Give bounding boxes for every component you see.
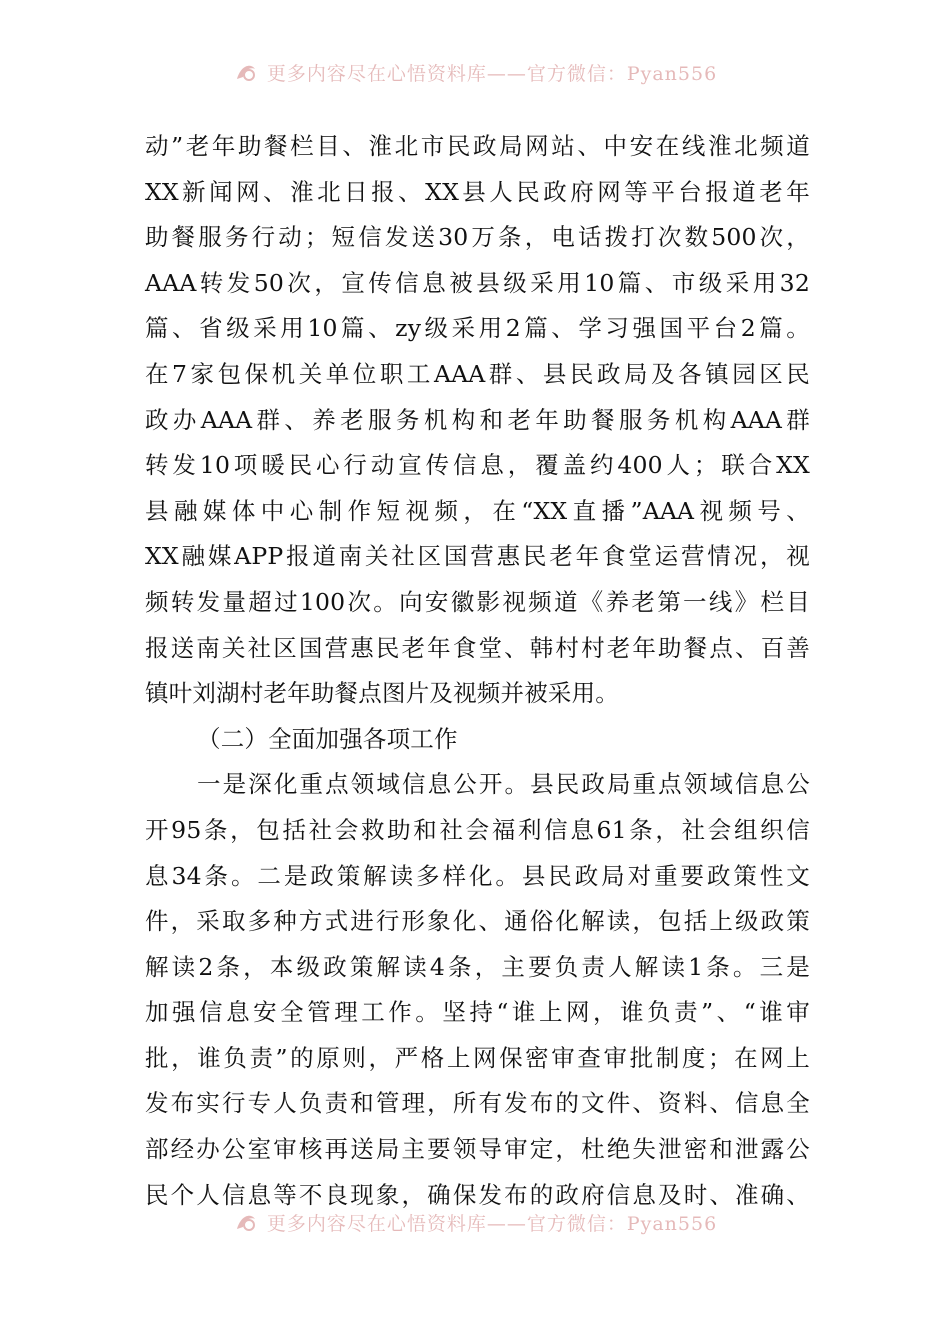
text-line: 息34条。二是政策解读多样化。县民政局对重要政策性文 (145, 861, 810, 890)
watermark-text: 更多内容尽在心悟资料库——官方微信：Pyan556 (266, 62, 718, 85)
text-line: 加强信息安全管理工作。坚持“谁上网，谁负责”、“谁审 (145, 998, 810, 1027)
footer-watermark (0, 1202, 950, 1242)
header-watermark (0, 52, 950, 92)
text-line: 镇叶刘湖村老年助餐点图片及视频并被采用。 (145, 679, 619, 708)
text-line: 一是深化重点领域信息公开。县民政局重点领域信息公 (197, 770, 810, 799)
text-line: 政办AAA群、养老服务机构和老年助餐服务机构AAA群 (145, 405, 810, 434)
text-line: 频转发量超过100次。向安徽影视频道《养老第一线》栏目 (145, 587, 810, 616)
text-line: 部经办公室审核再送局主要领导审定，杜绝失泄密和泄露公 (145, 1135, 810, 1164)
text-line: 助餐服务行动；短信发送30万条，电话拨打次数500次， (145, 223, 810, 252)
watermark-logo-icon (233, 1209, 259, 1235)
text-line: 发布实行专人负责和管理，所有发布的文件、资料、信息全 (145, 1089, 810, 1118)
watermark-logo-icon (233, 59, 259, 85)
text-line: 开95条，包括社会救助和社会福利信息61条，社会组织信 (145, 815, 810, 844)
text-line: 动”老年助餐栏目、淮北市民政局网站、中安在线淮北频道 (145, 132, 810, 160)
text-line: 件，采取多种方式进行形象化、通俗化解读，包括上级政策 (145, 907, 810, 936)
watermark-text: 更多内容尽在心悟资料库——官方微信：Pyan556 (266, 1212, 718, 1235)
text-line: 县融媒体中心制作短视频，在“XX直播”AAA视频号、 (145, 496, 810, 525)
section-heading: （二）全面加强各项工作 (197, 724, 458, 753)
text-line: 在7家包保机关单位职工AAA群、县民政局及各镇园区民 (145, 359, 810, 388)
document-body (145, 124, 810, 1218)
text-line: 转发10项暖民心行动宣传信息，覆盖约400人；联合XX (145, 451, 810, 480)
text-line: 批，谁负责”的原则，严格上网保密审查审批制度；在网上 (145, 1043, 810, 1072)
text-line: 篇、省级采用10篇、zy级采用2篇、学习强国平台2篇。 (145, 314, 810, 343)
text-line: XX新闻网、淮北日报、XX县人民政府网等平台报道老年 (145, 177, 810, 206)
text-line: 报送南关社区国营惠民老年食堂、韩村村老年助餐点、百善 (145, 633, 810, 662)
text-line: XX融媒APP报道南关社区国营惠民老年食堂运营情况，视 (145, 542, 810, 571)
text-line: AAA转发50次，宣传信息被县级采用10篇、市级采用32 (145, 268, 810, 297)
text-line: 民个人信息等不良现象，确保发布的政府信息及时、准确、 (145, 1180, 810, 1209)
text-line: 解读2条，本级政策解读4条，主要负责人解读1条。三是 (145, 952, 810, 981)
